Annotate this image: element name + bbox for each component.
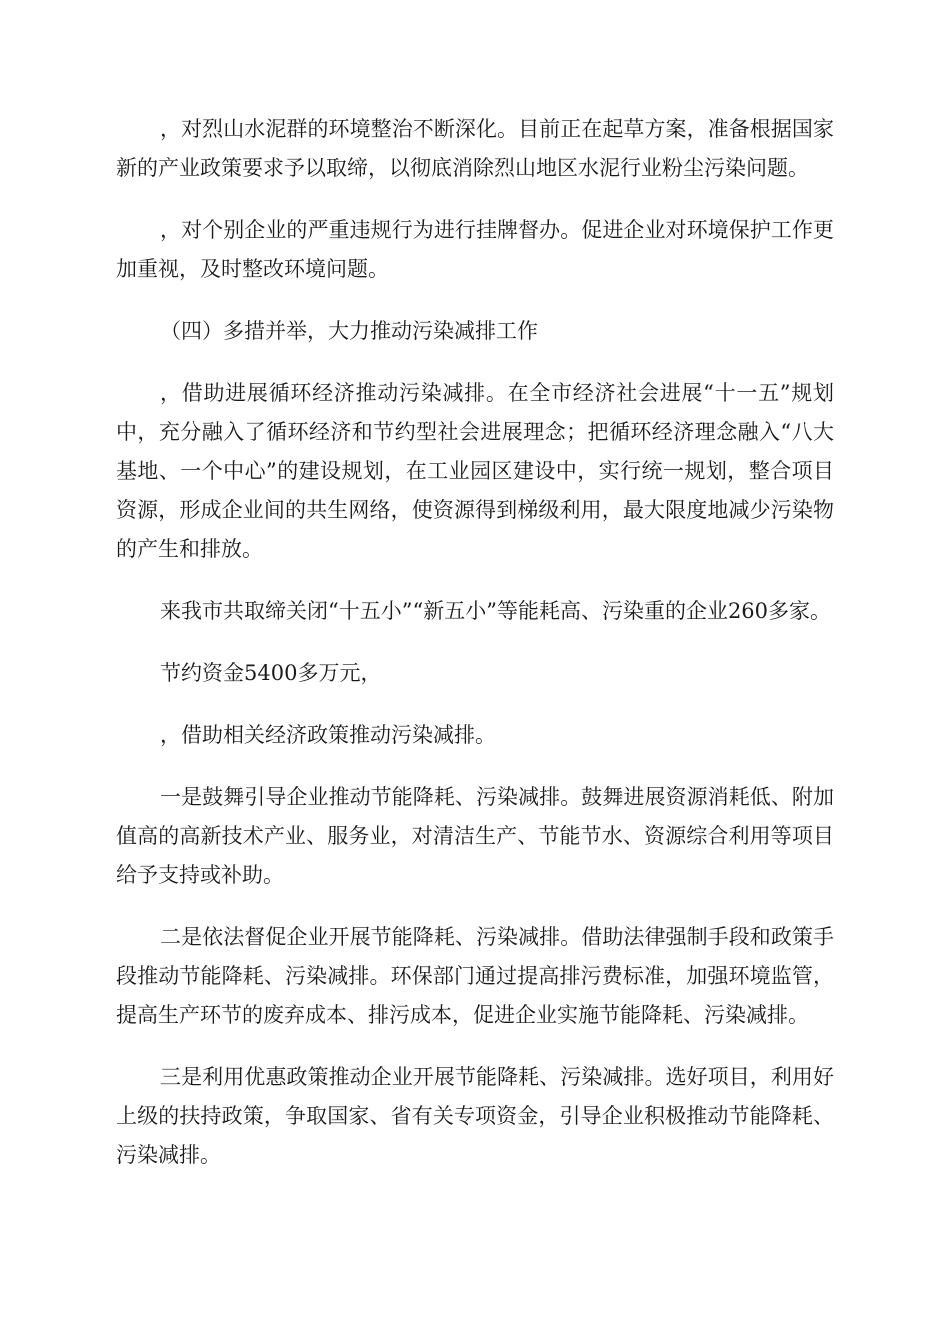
paragraph-item-one: 一是鼓舞引导企业推动节能降耗、污染减排。鼓舞进展资源消耗低、附加值高的高新技术产业、服务业，对清洁生产、节能节水、资源综合利用等项目给予支持或补助。 bbox=[116, 785, 834, 887]
paragraph-item-two: 二是依法督促企业开展节能降耗、污染减排。借助法律强制手段和政策手段推动节能降耗、污染减排。环保部门通过提高排污费标准，加强环境监管，提高生产环节的废弃成本、排污成本，促进企业实施节能降耗、污染减排。 bbox=[116, 925, 834, 1027]
paragraph-item-three: 三是利用优惠政策推动企业开展节能降耗、污染减排。选好项目，利用好上级的扶持政策，争取国家、省有关专项资金，引导企业积极推动节能降耗、污染减排。 bbox=[116, 1065, 834, 1167]
section-heading-four: （四）多措并举，大力推动污染减排工作 bbox=[160, 319, 538, 343]
paragraph-funds-saved: 节约资金5400多万元， bbox=[160, 661, 382, 685]
document-body bbox=[116, 110, 834, 1198]
paragraph-closed-enterprises: 来我市共取缔关闭“十五小”“新五小”等能耗高、污染重的企业260多家。 bbox=[160, 599, 832, 623]
paragraph-circular-economy: ，借助进展循环经济推动污染减排。在全市经济社会进展“十一五”规划中，充分融入了循环经济和节约型社会进展理念；把循环经济理念融入“八大基地、一个中心”的建设规划，在工业园区建设中，实行统一规划，整合项目资源，形成企业间的共生网络，使资源得到梯级利用，最大限度地减少污染物的产生和排放。 bbox=[116, 381, 834, 561]
paragraph-economic-policy: ，借助相关经济政策推动污染减排。 bbox=[160, 723, 496, 747]
paragraph-cement-cluster-remediation: ，对烈山水泥群的环境整治不断深化。目前正在起草方案，准备根据国家新的产业政策要求予以取缔，以彻底消除烈山地区水泥行业粉尘污染问题。 bbox=[116, 117, 834, 180]
paragraph-supervision-listing: ，对个别企业的严重违规行为进行挂牌督办。促进企业对环境保护工作更加重视，及时整改环境问题。 bbox=[116, 218, 834, 281]
